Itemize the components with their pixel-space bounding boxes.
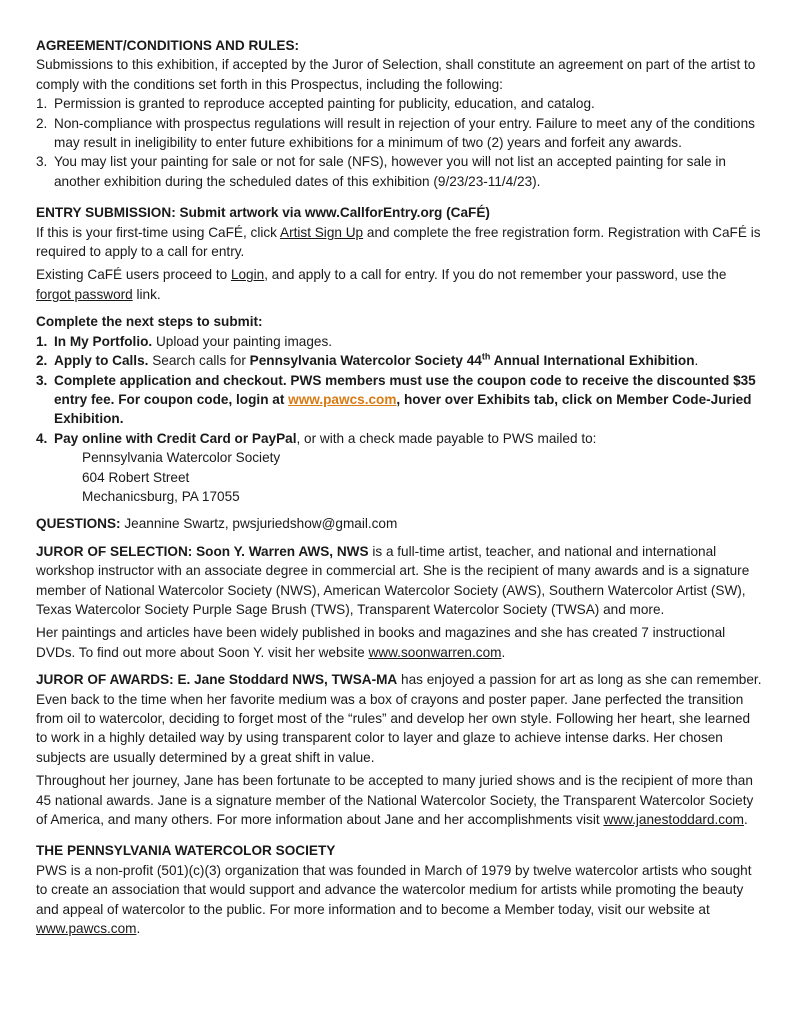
juror-selection-paragraph-2 xyxy=(36,623,764,662)
text: . xyxy=(501,644,506,660)
step-text xyxy=(54,332,764,351)
exhibition-name: Pennsylvania Watercolor Society 44 xyxy=(249,353,482,369)
text: and complete the free registration form. Registration with CaFÉ is required to apply to a call for entry. xyxy=(36,224,761,260)
entry-paragraph-signup xyxy=(36,223,764,262)
questions-contact: Jeannine Swartz, pwsjuriedshow@gmail.com xyxy=(120,516,398,532)
text: link. xyxy=(132,286,161,302)
text: Upload your painting images. xyxy=(152,333,333,349)
pawcs-website-link[interactable]: www.pawcs.com xyxy=(36,921,137,937)
exhibition-name-rest: Annual International Exhibition xyxy=(490,353,695,369)
rule-item xyxy=(36,152,764,191)
rule-text: Permission is granted to reproduce accepted painting for publicity, education, and catalog. xyxy=(54,96,595,112)
society-heading: THE PENNSYLVANIA WATERCOLOR SOCIETY xyxy=(36,843,336,859)
step-number: 4. xyxy=(36,430,48,446)
pawcs-link[interactable]: www.pawcs.com xyxy=(288,391,397,407)
address-line: 604 Robert Street xyxy=(82,469,190,485)
text: Search calls for xyxy=(148,353,250,369)
questions-section xyxy=(36,514,764,533)
agreement-heading: AGREEMENT/CONDITIONS AND RULES: xyxy=(36,38,300,53)
steps-heading: Complete the next steps to submit: xyxy=(36,314,263,330)
forgot-password-link[interactable]: forgot password xyxy=(36,286,133,302)
steps-section xyxy=(36,312,764,506)
text: Existing CaFÉ users proceed to xyxy=(36,267,231,283)
text: . xyxy=(694,353,699,369)
juror-awards-paragraph-2 xyxy=(36,771,764,829)
text: , or with a check made payable to PWS mailed to: xyxy=(296,430,597,446)
juror-awards-paragraph xyxy=(36,670,764,767)
text: , and apply to a call for entry. If you do not remember your password, use the xyxy=(264,267,727,283)
steps-list xyxy=(36,332,764,448)
questions-line xyxy=(36,514,764,533)
agreement-intro: Submissions to this exhibition, if accepted by the Juror of Selection, shall constitute an agreement on part of the artist to comply with the conditions set forth in this Prospectus, including the following: xyxy=(36,57,756,92)
agreement-section xyxy=(36,36,764,191)
ordinal-suffix: th xyxy=(481,351,491,362)
address-line: Mechanicsburg, PA 17055 xyxy=(82,488,240,504)
step-item xyxy=(36,332,764,351)
text: is a full-time artist, teacher, and national and international workshop instructor with an associate degree in commercial art. She is the recipient of many awards and is a signature member of National Watercolor Society (NWS), American Watercolor Society (AWS), Southern Watercolor Artist (SW), Texas Watercolor Society Purple Sage Brush (TWS), Transparent Watercolor Society (TWSA) and more. xyxy=(36,543,750,617)
text: Her paintings and articles have been widely published in books and magazines and she has created 7 instructional DVDs. To find out more about Soon Y. visit her website xyxy=(36,625,726,660)
step-text xyxy=(54,371,764,429)
entry-paragraph-login xyxy=(36,265,764,304)
agreement-rules-list xyxy=(36,94,764,191)
questions-label: QUESTIONS: xyxy=(36,516,121,532)
rule-number: 2. xyxy=(36,115,48,131)
step-text xyxy=(54,351,764,370)
text: , hover over Exhibits tab, click on Member Code-Juried Exhibition. xyxy=(54,391,752,427)
text: . xyxy=(136,921,141,937)
text: . xyxy=(743,812,748,828)
entry-section xyxy=(36,203,764,304)
society-section xyxy=(36,841,764,938)
rule-text: Non-compliance with prospectus regulations will result in rejection of your entry. Failure to meet any of the conditions may result in ineligibility to enter future exhibitions for a minimum of two (2) years and forfeit any awards. xyxy=(54,115,755,151)
rule-number: 3. xyxy=(36,154,48,170)
step-number: 1. xyxy=(36,333,48,349)
step-number: 3. xyxy=(36,372,48,388)
step-title: Apply to Calls. xyxy=(54,353,149,369)
juror-selection-heading: JUROR OF SELECTION: Soon Y. Warren AWS, NWS xyxy=(36,543,369,559)
text: PWS is a non-profit (501)(c)(3) organization that was founded in March of 1979 by twelve watercolor artists who sought to create an association that would support and advance the watercolor medium for artists while promoting the beauty and appeal of watercolor to the public. For more information and to become a Member today, visit our website at xyxy=(36,862,752,917)
step-title: In My Portfolio. xyxy=(54,333,153,349)
rule-number: 1. xyxy=(36,96,48,112)
step-number: 2. xyxy=(36,353,48,369)
janestoddard-link[interactable]: www.janestoddard.com xyxy=(603,812,744,828)
juror-awards-heading: JUROR OF AWARDS: E. Jane Stoddard NWS, TWSA-MA xyxy=(36,672,398,688)
step-title: Pay online with Credit Card or PayPal xyxy=(54,430,297,446)
soonwarren-link[interactable]: www.soonwarren.com xyxy=(368,644,502,660)
step-text xyxy=(54,429,764,448)
rule-item xyxy=(36,114,764,153)
juror-awards-section xyxy=(36,670,764,829)
rule-item xyxy=(36,94,764,113)
text: Throughout her journey, Jane has been fortunate to be accepted to many juried shows and is the recipient of more than 45 national awards. Jane is a signature member of the National Watercolor Society, the Transparent Watercolor Society of America, and many others. For more information about Jane and her accomplishments visit xyxy=(36,773,754,828)
text: has enjoyed a passion for art as long as she can remember. Even back to the time when her favorite medium was a box of crayons and poster paper. Jane perfected the transition from oil to watercolor, deciding to forget most of the “rules” and develop her own style. Following her heart, she learned to work in a highly detailed way by using transparent color to layer and glaze to achieve intense darks. Her chosen subjects are usually determined by a great shift in value. xyxy=(36,672,762,765)
rule-text: You may list your painting for sale or not for sale (NFS), however you will not list an accepted painting for sale in another exhibition during the scheduled dates of this exhibition (9/23/23-11/4/23). xyxy=(54,154,726,189)
text: If this is your first-time using CaFÉ, click xyxy=(36,224,280,240)
mailing-address xyxy=(36,448,764,506)
login-link[interactable]: Login xyxy=(230,267,265,283)
artist-sign-up-link[interactable]: Artist Sign Up xyxy=(280,224,364,240)
step-item xyxy=(36,351,764,370)
juror-selection-paragraph xyxy=(36,542,764,620)
text: Complete application and checkout. PWS members must use the coupon code to receive the discounted $35 entry fee. For coupon code, login at xyxy=(54,372,756,407)
entry-heading: ENTRY SUBMISSION: Submit artwork via www.CallforEntry.org (CaFÉ) xyxy=(36,205,490,221)
step-item xyxy=(36,429,764,448)
society-paragraph xyxy=(36,861,764,939)
juror-selection-section xyxy=(36,542,764,662)
step-item xyxy=(36,371,764,429)
address-line: Pennsylvania Watercolor Society xyxy=(82,450,281,466)
